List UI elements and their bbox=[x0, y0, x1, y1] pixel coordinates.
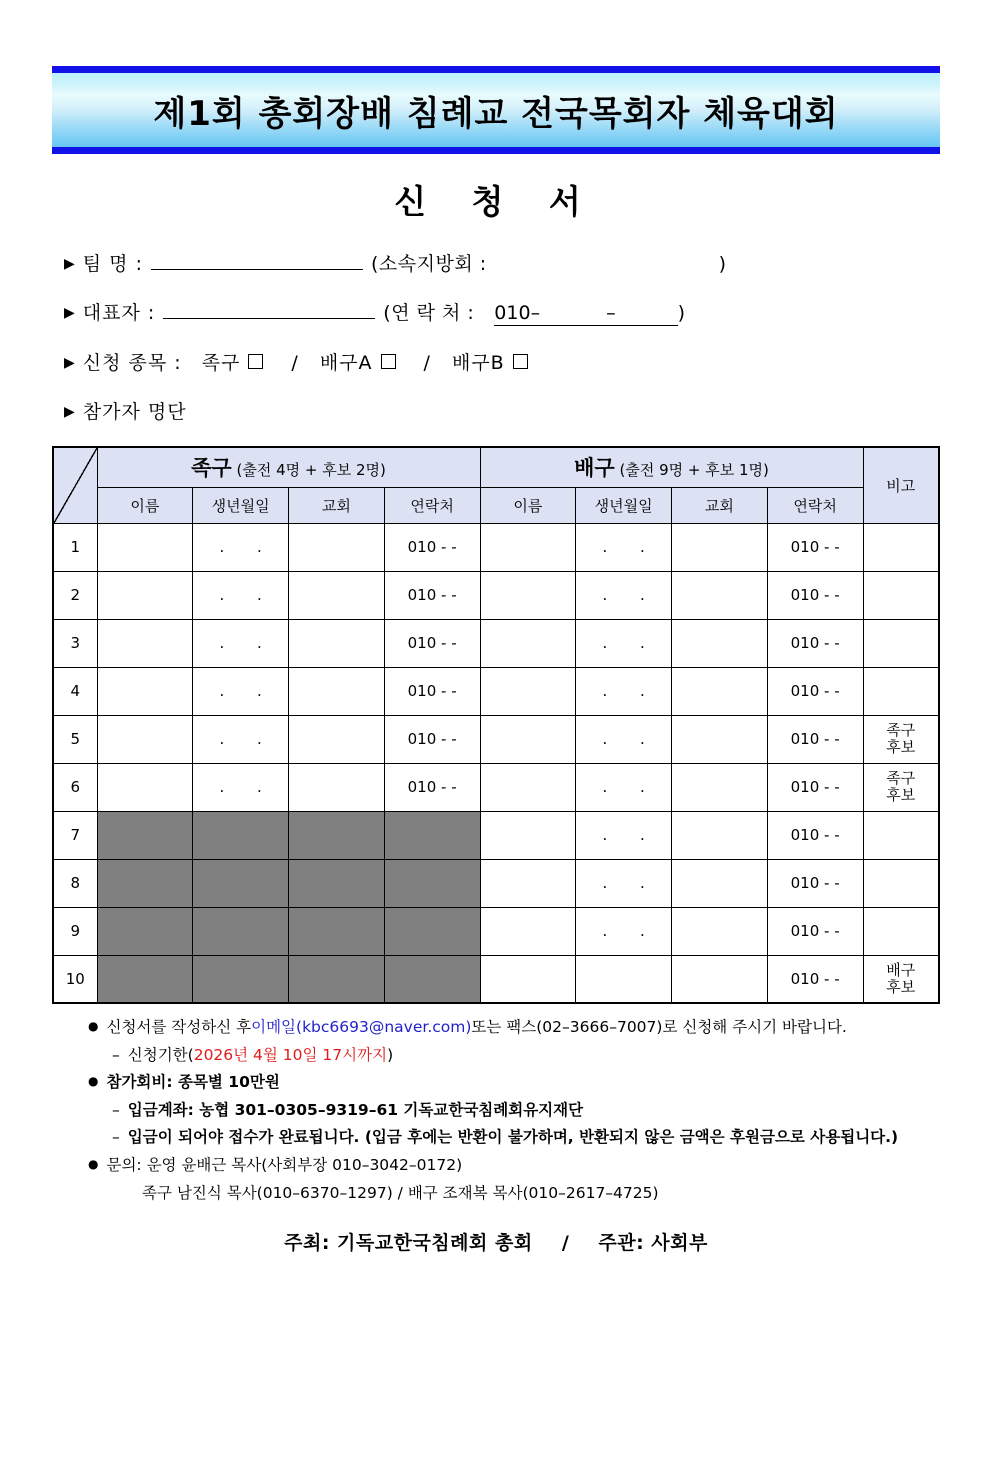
note-fee bbox=[88, 1073, 940, 1092]
row-number-4: 4 bbox=[53, 667, 97, 715]
cell-jokgu-tel-6[interactable]: 010 - - bbox=[384, 763, 480, 811]
footer-credits bbox=[52, 1228, 940, 1255]
cell-jokgu-birth-3[interactable]: . . bbox=[193, 619, 289, 667]
form-fields bbox=[52, 249, 940, 424]
cell-jokgu-birth-1[interactable]: . . bbox=[193, 523, 289, 571]
footer-separator: / bbox=[561, 1232, 570, 1255]
note-inquiry-sports-text: 족구 남진식 목사(010–6370–1297) / 배구 조재복 목사(010–2617–4725) bbox=[142, 1183, 659, 1202]
cell-baegu-church-4[interactable] bbox=[672, 667, 768, 715]
cell-jokgu-birth-2[interactable]: . . bbox=[193, 571, 289, 619]
phone-dash-2: – bbox=[606, 302, 616, 324]
cell-jokgu-birth-4[interactable]: . . bbox=[193, 667, 289, 715]
bullet-icon: ● bbox=[88, 1156, 99, 1171]
cell-baegu-church-8[interactable] bbox=[672, 859, 768, 907]
row-number-9: 9 bbox=[53, 907, 97, 955]
roster-table-body bbox=[53, 523, 939, 1003]
table-row bbox=[53, 571, 939, 619]
cell-baegu-tel-1[interactable]: 010 - - bbox=[767, 523, 863, 571]
contact-phone-input[interactable] bbox=[494, 302, 677, 326]
bullet-icon: ● bbox=[88, 1074, 99, 1089]
cell-baegu-name-9[interactable] bbox=[480, 907, 576, 955]
cell-baegu-church-6[interactable] bbox=[672, 763, 768, 811]
note-deadline bbox=[88, 1046, 940, 1065]
row-number-6: 6 bbox=[53, 763, 97, 811]
field-row-event-select bbox=[64, 348, 940, 375]
cell-baegu-tel-7[interactable]: 010 - - bbox=[767, 811, 863, 859]
cell-jokgu-tel-10 bbox=[384, 955, 480, 1003]
roster-table-head bbox=[53, 447, 939, 523]
checkbox-baegu-a[interactable] bbox=[381, 354, 396, 369]
phone-prefix: 010 bbox=[494, 302, 531, 324]
cell-baegu-name-5[interactable] bbox=[480, 715, 576, 763]
corner-diagonal-cell bbox=[53, 447, 97, 523]
cell-jokgu-birth-10 bbox=[193, 955, 289, 1003]
cell-remark-9 bbox=[863, 907, 939, 955]
cell-jokgu-name-5[interactable] bbox=[97, 715, 193, 763]
note-fee-text: 참가회비: 종목별 10만원 bbox=[106, 1073, 280, 1092]
triangle-bullet-icon: ▶ bbox=[64, 355, 75, 371]
field-row-representative bbox=[64, 298, 940, 326]
footer-organizer: 주관: 사회부 bbox=[598, 1232, 708, 1255]
application-form-page bbox=[0, 66, 992, 1469]
column-header-jokgu-church: 교회 bbox=[289, 487, 385, 523]
note-deadline-close: ) bbox=[387, 1045, 394, 1064]
cell-remark-8 bbox=[863, 859, 939, 907]
cell-baegu-church-9[interactable] bbox=[672, 907, 768, 955]
cell-jokgu-church-10 bbox=[289, 955, 385, 1003]
cell-baegu-birth-4[interactable]: . . bbox=[576, 667, 672, 715]
note-email-link[interactable]: 이메일(kbc6693@naver.com) bbox=[251, 1018, 472, 1036]
event-separator: / bbox=[291, 352, 298, 374]
cell-baegu-birth-6[interactable]: . . bbox=[576, 763, 672, 811]
cell-jokgu-name-8 bbox=[97, 859, 193, 907]
triangle-bullet-icon: ▶ bbox=[64, 256, 75, 272]
row-number-3: 3 bbox=[53, 619, 97, 667]
cell-remark-4 bbox=[863, 667, 939, 715]
note-bank-account bbox=[88, 1101, 940, 1120]
cell-baegu-church-1[interactable] bbox=[672, 523, 768, 571]
cell-baegu-name-10[interactable] bbox=[480, 955, 576, 1003]
note-inquiry-sports bbox=[88, 1184, 940, 1203]
table-row bbox=[53, 523, 939, 571]
roster-header-group-row bbox=[53, 447, 939, 487]
cell-jokgu-name-1[interactable] bbox=[97, 523, 193, 571]
cell-baegu-birth-10[interactable] bbox=[576, 955, 672, 1003]
event-option-label-1: 배구A bbox=[319, 352, 373, 374]
note-inquiry bbox=[88, 1156, 940, 1175]
cell-baegu-name-1[interactable] bbox=[480, 523, 576, 571]
team-name-input[interactable] bbox=[151, 250, 363, 270]
cell-baegu-tel-5[interactable]: 010 - - bbox=[767, 715, 863, 763]
cell-remark-5: 족구 후보 bbox=[863, 715, 939, 763]
cell-baegu-name-6[interactable] bbox=[480, 763, 576, 811]
triangle-bullet-icon: ▶ bbox=[64, 404, 75, 420]
cell-jokgu-church-1[interactable] bbox=[289, 523, 385, 571]
note-inquiry-text: 문의: 운영 윤배근 목사(사회부장 010–3042–0172) bbox=[106, 1155, 463, 1174]
cell-remark-6: 족구 후보 bbox=[863, 763, 939, 811]
table-row bbox=[53, 715, 939, 763]
column-header-jokgu-tel: 연락처 bbox=[384, 487, 480, 523]
cell-jokgu-birth-5[interactable]: . . bbox=[193, 715, 289, 763]
group-header-baegu bbox=[480, 447, 863, 487]
participant-roster-table bbox=[52, 446, 940, 1004]
cell-jokgu-church-2[interactable] bbox=[289, 571, 385, 619]
event-title: 제1회 총회장배 침례교 전국목회자 체육대회 bbox=[153, 93, 839, 134]
roster-heading-label: 참가자 명단 bbox=[82, 401, 187, 423]
cell-jokgu-tel-4[interactable]: 010 - - bbox=[384, 667, 480, 715]
cell-remark-10: 배구 후보 bbox=[863, 955, 939, 1003]
cell-jokgu-name-2[interactable] bbox=[97, 571, 193, 619]
cell-baegu-tel-3[interactable]: 010 - - bbox=[767, 619, 863, 667]
table-row bbox=[53, 811, 939, 859]
note-payment-policy bbox=[88, 1128, 940, 1147]
table-row bbox=[53, 763, 939, 811]
checkbox-baegu-b[interactable] bbox=[513, 354, 528, 369]
column-header-jokgu-name: 이름 bbox=[97, 487, 193, 523]
cell-baegu-church-5[interactable] bbox=[672, 715, 768, 763]
cell-baegu-name-8[interactable] bbox=[480, 859, 576, 907]
cell-baegu-church-2[interactable] bbox=[672, 571, 768, 619]
region-close-paren: ) bbox=[718, 253, 727, 275]
row-number-10: 10 bbox=[53, 955, 97, 1003]
dash-icon: – bbox=[112, 1045, 120, 1064]
table-row bbox=[53, 907, 939, 955]
column-header-remark: 비고 bbox=[863, 447, 939, 523]
cell-jokgu-tel-9 bbox=[384, 907, 480, 955]
note-deadline-label: 신청기한( bbox=[127, 1045, 194, 1064]
note-deadline-value: 2026년 4월 10일 17시까지 bbox=[193, 1045, 388, 1064]
cell-jokgu-tel-8 bbox=[384, 859, 480, 907]
column-header-baegu-tel: 연락처 bbox=[767, 487, 863, 523]
cell-jokgu-church-4[interactable] bbox=[289, 667, 385, 715]
group-header-jokgu bbox=[97, 447, 480, 487]
cell-baegu-name-7[interactable] bbox=[480, 811, 576, 859]
row-number-1: 1 bbox=[53, 523, 97, 571]
cell-baegu-tel-10[interactable]: 010 - - bbox=[767, 955, 863, 1003]
cell-jokgu-name-9 bbox=[97, 907, 193, 955]
notes-section bbox=[52, 1018, 940, 1202]
table-row bbox=[53, 955, 939, 1003]
cell-jokgu-name-4[interactable] bbox=[97, 667, 193, 715]
note-submission-text-b: 또는 팩스(02–3666–7007)로 신청해 주시기 바랍니다. bbox=[471, 1018, 847, 1036]
note-submission-text-a: 신청서를 작성하신 후 bbox=[106, 1018, 252, 1036]
note-bank-account-text: 입금계좌: 농협 301–0305–9319–61 기독교한국침례회유지재단 bbox=[127, 1100, 584, 1119]
cell-jokgu-name-3[interactable] bbox=[97, 619, 193, 667]
cell-baegu-birth-5[interactable]: . . bbox=[576, 715, 672, 763]
cell-jokgu-birth-8 bbox=[193, 859, 289, 907]
table-row bbox=[53, 619, 939, 667]
column-header-jokgu-birth: 생년월일 bbox=[193, 487, 289, 523]
row-number-2: 2 bbox=[53, 571, 97, 619]
cell-jokgu-name-10 bbox=[97, 955, 193, 1003]
cell-remark-3 bbox=[863, 619, 939, 667]
cell-baegu-tel-8[interactable]: 010 - - bbox=[767, 859, 863, 907]
phone-dash-1: – bbox=[530, 302, 541, 324]
note-payment-policy-text: 입금이 되어야 접수가 완료됩니다. (입금 후에는 반환이 불가하며, 반환되지 않은 금액은 후원금으로 사용됩니다.) bbox=[127, 1128, 899, 1147]
region-label: (소속지방회 : bbox=[370, 253, 487, 275]
column-header-baegu-name: 이름 bbox=[480, 487, 576, 523]
contact-close-paren: ) bbox=[677, 302, 686, 324]
cell-remark-1 bbox=[863, 523, 939, 571]
bullet-icon: ● bbox=[88, 1019, 99, 1033]
cell-jokgu-tel-3[interactable]: 010 - - bbox=[384, 619, 480, 667]
cell-baegu-birth-3[interactable]: . . bbox=[576, 619, 672, 667]
roster-header-sub-row bbox=[53, 487, 939, 523]
event-select-label: 신청 종목 : bbox=[82, 352, 182, 374]
field-row-team bbox=[64, 249, 940, 276]
table-row bbox=[53, 859, 939, 907]
cell-jokgu-church-9 bbox=[289, 907, 385, 955]
cell-baegu-birth-9[interactable]: . . bbox=[576, 907, 672, 955]
cell-remark-2 bbox=[863, 571, 939, 619]
cell-baegu-church-3[interactable] bbox=[672, 619, 768, 667]
column-header-baegu-church: 교회 bbox=[672, 487, 768, 523]
checkbox-jokgu[interactable] bbox=[248, 354, 263, 369]
cell-jokgu-birth-7 bbox=[193, 811, 289, 859]
cell-jokgu-birth-6[interactable]: . . bbox=[193, 763, 289, 811]
cell-baegu-birth-7[interactable]: . . bbox=[576, 811, 672, 859]
column-header-baegu-birth: 생년월일 bbox=[576, 487, 672, 523]
note-submission bbox=[88, 1018, 940, 1037]
table-row bbox=[53, 667, 939, 715]
row-number-5: 5 bbox=[53, 715, 97, 763]
cell-jokgu-church-6[interactable] bbox=[289, 763, 385, 811]
contact-label: (연 락 처 : bbox=[383, 302, 475, 324]
title-banner bbox=[52, 66, 940, 154]
cell-baegu-church-7[interactable] bbox=[672, 811, 768, 859]
representative-label: 대표자 : bbox=[82, 302, 156, 324]
cell-jokgu-church-7 bbox=[289, 811, 385, 859]
cell-baegu-church-10[interactable] bbox=[672, 955, 768, 1003]
cell-baegu-name-3[interactable] bbox=[480, 619, 576, 667]
event-separator: / bbox=[423, 352, 430, 374]
cell-baegu-tel-4[interactable]: 010 - - bbox=[767, 667, 863, 715]
cell-jokgu-church-5[interactable] bbox=[289, 715, 385, 763]
representative-name-input[interactable] bbox=[163, 299, 375, 319]
group-sport-jokgu: 족구 bbox=[191, 456, 232, 481]
cell-remark-7 bbox=[863, 811, 939, 859]
cell-baegu-birth-1[interactable]: . . bbox=[576, 523, 672, 571]
cell-baegu-tel-6[interactable]: 010 - - bbox=[767, 763, 863, 811]
cell-jokgu-church-3[interactable] bbox=[289, 619, 385, 667]
cell-baegu-name-2[interactable] bbox=[480, 571, 576, 619]
row-number-7: 7 bbox=[53, 811, 97, 859]
event-option-label-2: 배구B bbox=[451, 352, 505, 374]
cell-jokgu-tel-5[interactable]: 010 - - bbox=[384, 715, 480, 763]
cell-baegu-birth-8[interactable]: . . bbox=[576, 859, 672, 907]
cell-baegu-name-4[interactable] bbox=[480, 667, 576, 715]
triangle-bullet-icon: ▶ bbox=[64, 305, 75, 321]
cell-baegu-tel-2[interactable]: 010 - - bbox=[767, 571, 863, 619]
cell-jokgu-name-6[interactable] bbox=[97, 763, 193, 811]
cell-jokgu-tel-1[interactable]: 010 - - bbox=[384, 523, 480, 571]
row-number-8: 8 bbox=[53, 859, 97, 907]
footer-host: 주최: 기독교한국침례회 총회 bbox=[284, 1232, 533, 1255]
cell-jokgu-church-8 bbox=[289, 859, 385, 907]
document-subtitle: 신 청 서 bbox=[394, 182, 598, 221]
cell-jokgu-name-7 bbox=[97, 811, 193, 859]
team-name-label: 팀 명 : bbox=[82, 253, 143, 275]
event-option-label-0: 족구 bbox=[201, 352, 241, 374]
field-row-roster-heading bbox=[64, 397, 940, 424]
dash-icon: – bbox=[112, 1100, 120, 1119]
cell-jokgu-birth-9 bbox=[193, 907, 289, 955]
group-sport-baegu: 배구 bbox=[574, 456, 615, 481]
group-detail-baegu: (출전 9명 + 후보 1명) bbox=[619, 461, 769, 480]
cell-baegu-birth-2[interactable]: . . bbox=[576, 571, 672, 619]
group-detail-jokgu: (출전 4명 + 후보 2명) bbox=[236, 461, 386, 480]
cell-jokgu-tel-2[interactable]: 010 - - bbox=[384, 571, 480, 619]
dash-icon: – bbox=[112, 1128, 120, 1147]
cell-jokgu-tel-7 bbox=[384, 811, 480, 859]
cell-baegu-tel-9[interactable]: 010 - - bbox=[767, 907, 863, 955]
